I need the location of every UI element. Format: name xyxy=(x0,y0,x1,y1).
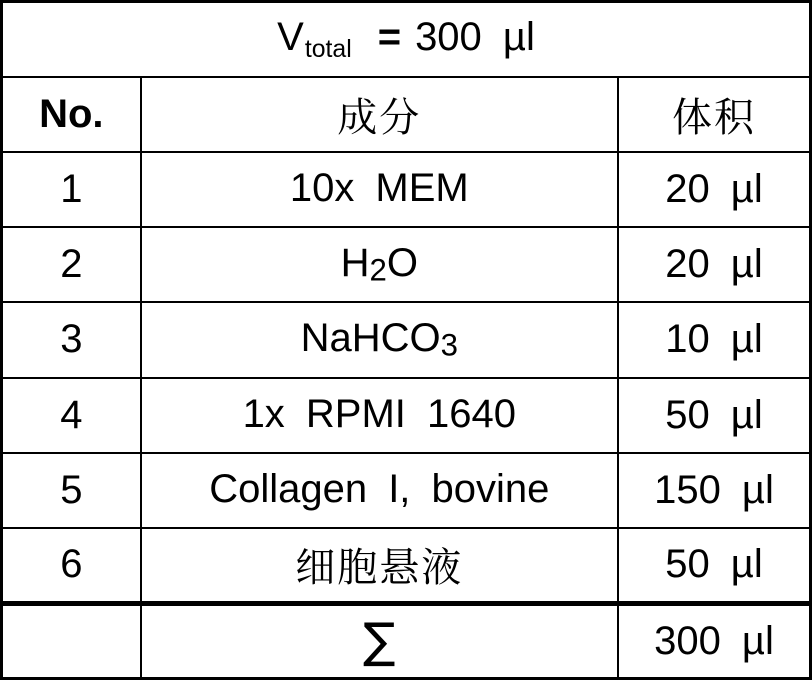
table-row xyxy=(2,528,811,603)
cell-no-empty xyxy=(2,603,141,678)
component-text: Collagen I, bovine xyxy=(209,466,550,511)
component-text: 1x RPMI 1640 xyxy=(242,391,517,436)
cell-volume: 50 µl xyxy=(618,378,811,453)
component-text: 10x MEM xyxy=(289,165,469,210)
col-header-no: No. xyxy=(2,77,141,152)
total-row xyxy=(2,603,811,678)
cell-component xyxy=(141,528,618,603)
table-row xyxy=(2,152,811,227)
component-text-post: O xyxy=(386,241,418,286)
cell-component xyxy=(141,227,618,302)
table-row xyxy=(2,302,811,377)
table-row xyxy=(2,227,811,302)
cell-no: 4 xyxy=(2,378,141,453)
cell-volume: 20 µl xyxy=(618,227,811,302)
cell-volume: 10 µl xyxy=(618,302,811,377)
sum-symbol xyxy=(141,603,618,678)
cell-no: 3 xyxy=(2,302,141,377)
component-text: 细胞悬液 xyxy=(295,545,464,591)
component-text: H xyxy=(340,241,370,286)
header-row xyxy=(2,77,811,152)
cell-no: 1 xyxy=(2,152,141,227)
cell-no: 2 xyxy=(2,227,141,302)
cell-component xyxy=(141,378,618,453)
col-header-volume: 体积 xyxy=(618,77,811,152)
cell-component xyxy=(141,152,618,227)
cell-volume: 20 µl xyxy=(618,152,811,227)
cell-no: 6 xyxy=(2,528,141,603)
cell-no: 5 xyxy=(2,453,141,528)
col-header-component: 成分 xyxy=(141,77,618,152)
cell-component xyxy=(141,453,618,528)
title-row xyxy=(2,2,811,77)
table-row xyxy=(2,378,811,453)
cell-volume: 150 µl xyxy=(618,453,811,528)
title-equals-sign: = xyxy=(377,14,402,59)
title-variable: V xyxy=(277,14,304,59)
sigma-glyph: ∑ xyxy=(363,613,396,670)
component-text: NaHCO xyxy=(300,316,441,361)
component-subscript: 2 xyxy=(369,252,387,288)
table-row xyxy=(2,453,811,528)
cell-component xyxy=(141,302,618,377)
title-variable-subscript: total xyxy=(304,35,352,63)
title-total-volume: 300 µl xyxy=(415,14,535,59)
cell-total-volume: 300 µl xyxy=(618,603,811,678)
component-subscript: 3 xyxy=(440,327,458,363)
cell-volume: 50 µl xyxy=(618,528,811,603)
table-title xyxy=(2,2,811,77)
